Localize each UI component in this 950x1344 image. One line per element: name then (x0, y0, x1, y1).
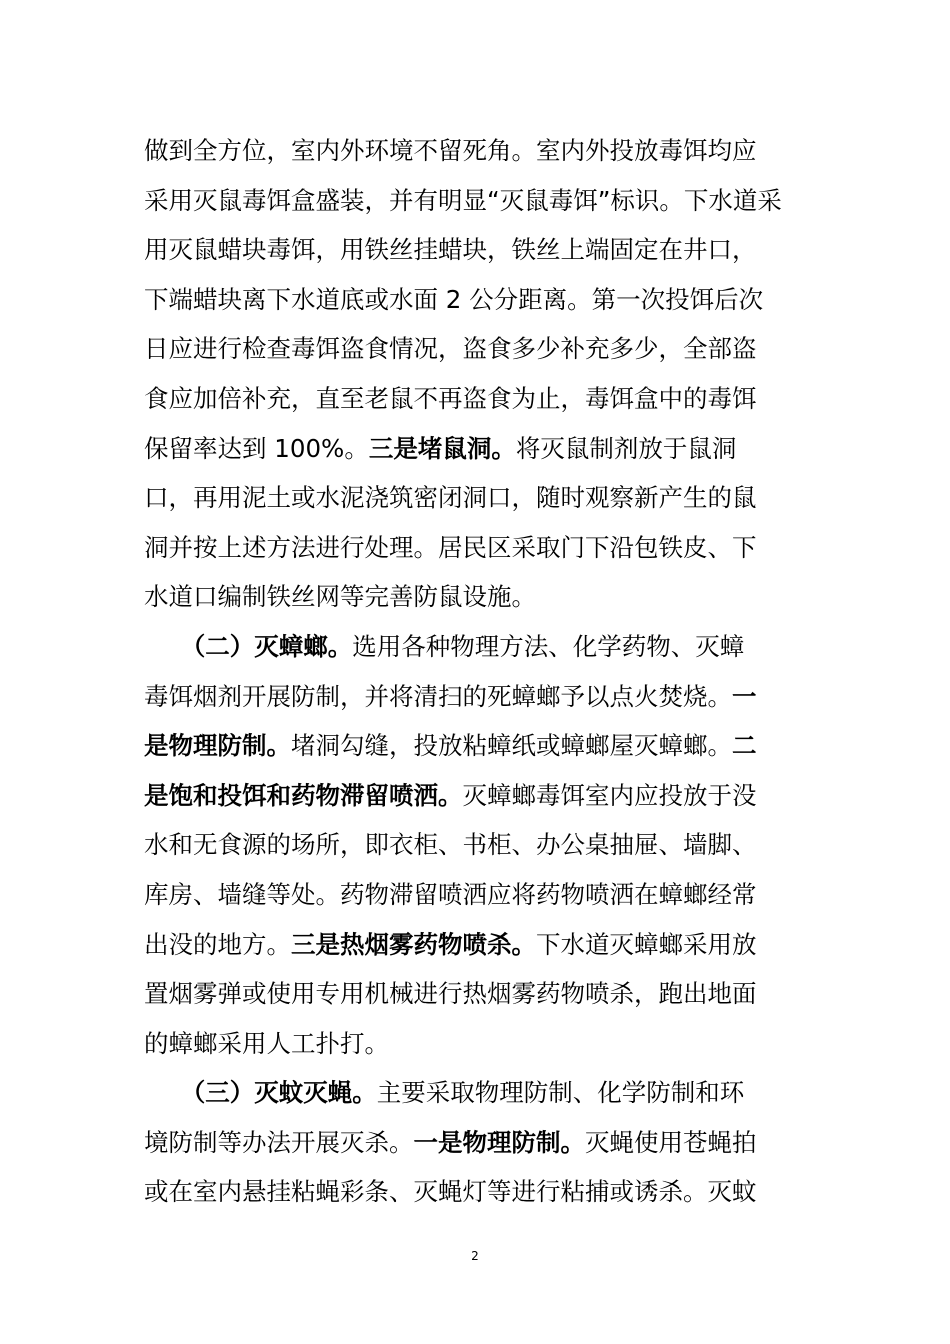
text-line (144, 622, 806, 672)
bold-text-segment: 三是热烟雾药物喷杀。 (291, 929, 536, 959)
text-segment: 灭蝇使用苍蝇拍 (585, 1127, 757, 1157)
text-line (144, 572, 806, 622)
text-line (144, 523, 806, 573)
text-line (144, 275, 806, 325)
text-line (144, 672, 806, 722)
text-line (144, 324, 806, 374)
page-number: 2 (471, 1249, 479, 1263)
bold-text-segment: 二 (732, 731, 757, 761)
text-line (144, 374, 806, 424)
text-segment: 口，再用泥土或水泥浇筑密闭洞口，随时观察新产生的鼠 (144, 483, 757, 513)
text-line (144, 1068, 806, 1118)
text-line (144, 176, 806, 226)
text-line (144, 870, 806, 920)
text-segment: 下水道灭蟑螂采用放 (536, 929, 757, 959)
text-line (144, 771, 806, 821)
bold-text-segment: 是物理防制。 (144, 731, 291, 761)
bold-text-segment: 一是物理防制。 (413, 1127, 585, 1157)
text-line (144, 1118, 806, 1168)
text-line (144, 424, 806, 474)
text-segment: 做到全方位，室内外环境不留死角。室内外投放毒饵均应 (144, 136, 757, 165)
text-segment: 境防制等办法开展灭杀。 (144, 1127, 414, 1157)
bold-text-segment: （三）灭蚊灭蝇。 (144, 1078, 377, 1108)
text-line (144, 1167, 806, 1217)
text-segment: 的蟑螂采用人工扑打。 (144, 1028, 389, 1058)
text-segment: 将灭鼠制剂放于鼠洞 (515, 433, 737, 463)
text-segment: 毒饵烟剂开展防制，并将清扫的死蟑螂予以点火焚烧。 (144, 681, 732, 711)
bold-text-segment: 一 (732, 681, 757, 711)
text-line (144, 1019, 806, 1069)
text-segment: 水道口编制铁丝网等完善防鼠设施。 (144, 582, 536, 612)
body-text (144, 126, 806, 1217)
text-segment: 库房、墙缝等处。药物滞留喷洒应将药物喷洒在蟑螂经常 (144, 879, 757, 909)
text-line (144, 126, 806, 176)
text-segment: 置烟雾弹或使用专用机械进行热烟雾药物喷杀，跑出地面 (144, 979, 757, 1009)
text-segment: 日应进行检查毒饵盗食情况，盗食多少补充多少，全部盗 (144, 334, 757, 364)
bold-text-segment: （二）灭蟑螂。 (144, 631, 353, 661)
text-segment: 食应加倍补充，直至老鼠不再盗食为止，毒饵盒中的毒饵 (144, 383, 757, 413)
text-segment: 采用灭鼠毒饵盒盛装，并有明显“灭鼠毒饵”标识。下水道采 (144, 185, 782, 215)
text-segment: 主要采取物理防制、化学防制和环 (376, 1078, 745, 1108)
text-line (144, 473, 806, 523)
text-segment: 下端蜡块离下水道底或水面 2 公分距离。第一次投饵后次 (144, 284, 764, 314)
text-line (144, 820, 806, 870)
text-segment: 堵洞勾缝，投放粘蟑纸或蟑螂屋灭蟑螂。 (291, 731, 732, 761)
text-line (144, 920, 806, 970)
text-segment: 灭蟑螂毒饵室内应投放于没 (462, 780, 757, 810)
text-segment: 选用各种物理方法、化学药物、灭蟑 (352, 631, 745, 661)
text-segment: 用灭鼠蜡块毒饵，用铁丝挂蜡块，铁丝上端固定在井口， (144, 235, 757, 265)
text-line (144, 969, 806, 1019)
text-segment: 洞并按上述方法进行处理。居民区采取门下沿包铁皮、下 (144, 532, 757, 562)
text-line (144, 225, 806, 275)
text-line (144, 721, 806, 771)
bold-text-segment: 三是堵鼠洞。 (368, 433, 516, 463)
bold-text-segment: 是饱和投饵和药物滞留喷洒。 (144, 780, 463, 810)
text-segment: 或在室内悬挂粘蝇彩条、灭蝇灯等进行粘捕或诱杀。灭蚊 (144, 1177, 757, 1207)
text-segment: 水和无食源的场所，即衣柜、书柜、办公桌抽屉、墙脚、 (144, 830, 757, 860)
text-segment: 保留率达到 100%。 (144, 433, 369, 463)
text-segment: 出没的地方。 (144, 929, 291, 959)
